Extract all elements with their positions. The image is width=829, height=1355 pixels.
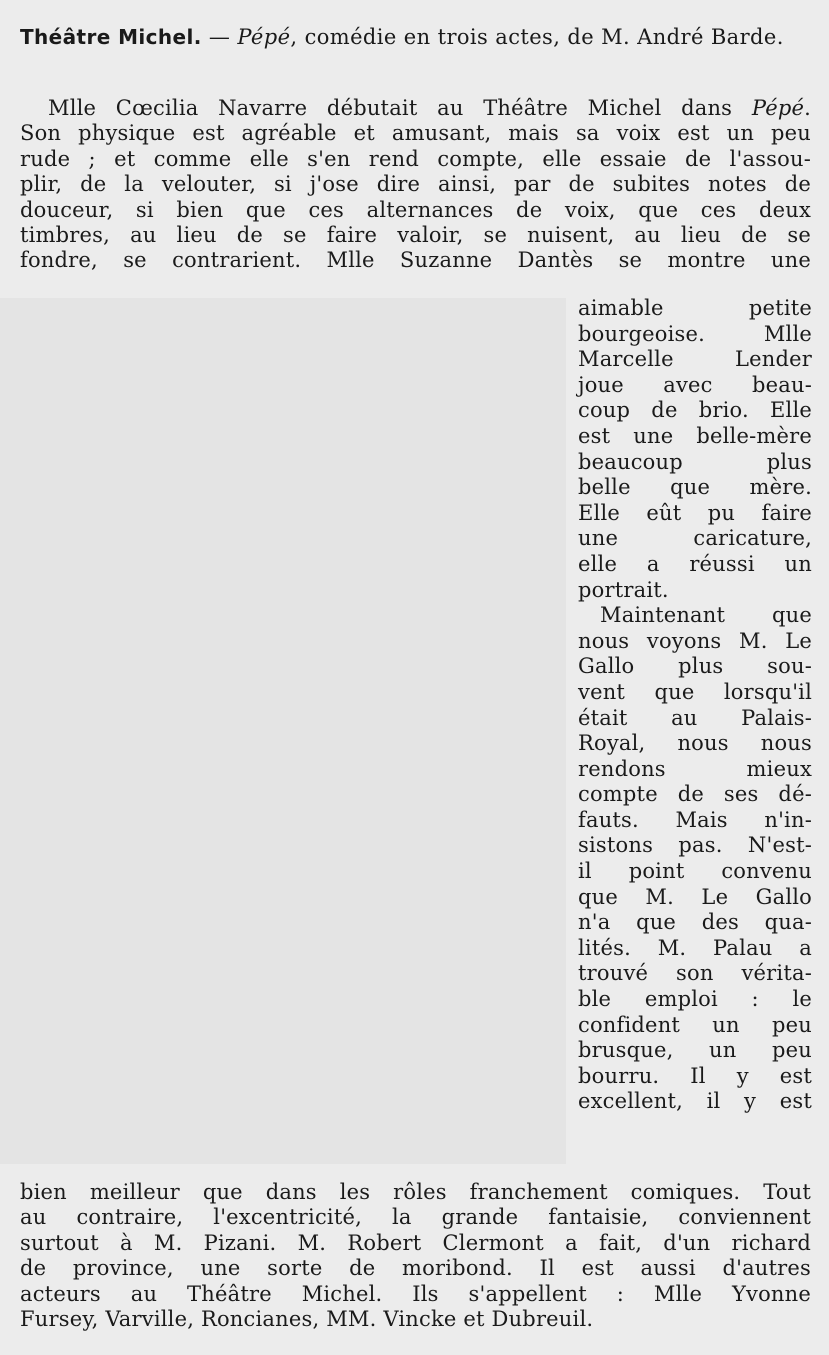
text-line: Fursey, Varville, Roncianes, MM. Vincke et Dubreuil.	[20, 1307, 594, 1332]
text-line: était au Palais-	[578, 705, 812, 730]
paragraph-intro	[20, 96, 811, 274]
text-line: bien meilleur que dans les rôles franchement comiques. Tout	[20, 1180, 811, 1204]
text-line: que M. Le Gallo	[578, 884, 812, 909]
text-line: n'a que des qua-	[578, 910, 812, 935]
narrow-column	[578, 296, 812, 1115]
text-line: excellent, il y est	[578, 1089, 812, 1114]
headline-rest: , comédie en trois actes, de M. André Barde.	[290, 25, 784, 49]
text-line: Maintenant que	[600, 603, 812, 628]
text-line: bourru. Il y est	[578, 1063, 812, 1088]
text-line: Elle eût pu faire	[578, 500, 812, 525]
review-headline	[20, 24, 810, 51]
text-line: fondre, se contrarient. Mlle Suzanne Dantès se montre une	[20, 248, 811, 273]
paragraph-closing	[20, 1180, 811, 1332]
text-line: Gallo plus sou-	[578, 654, 812, 679]
text-line: elle a réussi un	[578, 551, 812, 576]
text-line: sistons pas. N'est-	[578, 833, 812, 858]
text-line: est une belle-mère	[578, 423, 812, 448]
text-line: acteurs au Théâtre Michel. Ils s'appellent : Mlle Yvonne	[20, 1281, 811, 1306]
play-title-inline: Pépé	[751, 96, 805, 120]
text-line: confident un peu	[578, 1012, 812, 1037]
text-line: portrait.	[578, 577, 669, 602]
text-line: Mlle Cœcilia Navarre débutait au Théâtre Michel dans Pépé.	[48, 96, 811, 120]
text-line: compte de ses dé-	[578, 782, 812, 807]
text-line: belle que mère.	[578, 475, 812, 500]
text-line: de province, une sorte de moribond. Il est aussi d'autres	[20, 1256, 811, 1281]
text-line: plir, de la velouter, si j'ose dire ainsi, par de subites notes de	[20, 172, 811, 197]
text-line: fauts. Mais n'in-	[578, 807, 812, 832]
play-title: Pépé	[237, 25, 291, 49]
text-line: beaucoup plus	[578, 449, 812, 474]
text-line: Marcelle Lender	[578, 347, 812, 372]
text-line: une caricature,	[578, 526, 812, 551]
text-line: brusque, un peu	[578, 1038, 812, 1063]
text-line: surtout à M. Pizani. M. Robert Clermont a fait, d'un richard	[20, 1230, 811, 1255]
text-line: il point convenu	[578, 859, 812, 884]
text-line: nous voyons M. Le	[578, 628, 812, 653]
illustration-area	[0, 298, 566, 1164]
text-line: lités. M. Palau a	[578, 935, 812, 960]
theatre-name: Théâtre Michel.	[20, 25, 202, 49]
headline-dash: —	[201, 25, 238, 49]
text-line: bourgeoise. Mlle	[578, 321, 812, 346]
text-line: aimable petite	[578, 296, 812, 320]
text-line: Son physique est agréable et amusant, mais sa voix est un peu	[20, 121, 811, 146]
text-line: coup de brio. Elle	[578, 398, 812, 423]
text-line: trouvé son vérita-	[578, 961, 812, 986]
text-line: douceur, si bien que ces alternances de voix, que ces deux	[20, 197, 811, 222]
text-line: Royal, nous nous	[578, 731, 812, 756]
text-line: au contraire, l'excentricité, la grande fantaisie, conviennent	[20, 1205, 811, 1230]
text-line: joue avec beau-	[578, 372, 812, 397]
text-line: timbres, au lieu de se faire valoir, se nuisent, au lieu de se	[20, 223, 811, 248]
text-line: rendons mieux	[578, 756, 812, 781]
text-line: ble emploi : le	[578, 987, 812, 1012]
text-line: vent que lorsqu'il	[578, 679, 812, 704]
text-line: rude ; et comme elle s'en rend compte, elle essaie de l'assou-	[20, 146, 811, 171]
